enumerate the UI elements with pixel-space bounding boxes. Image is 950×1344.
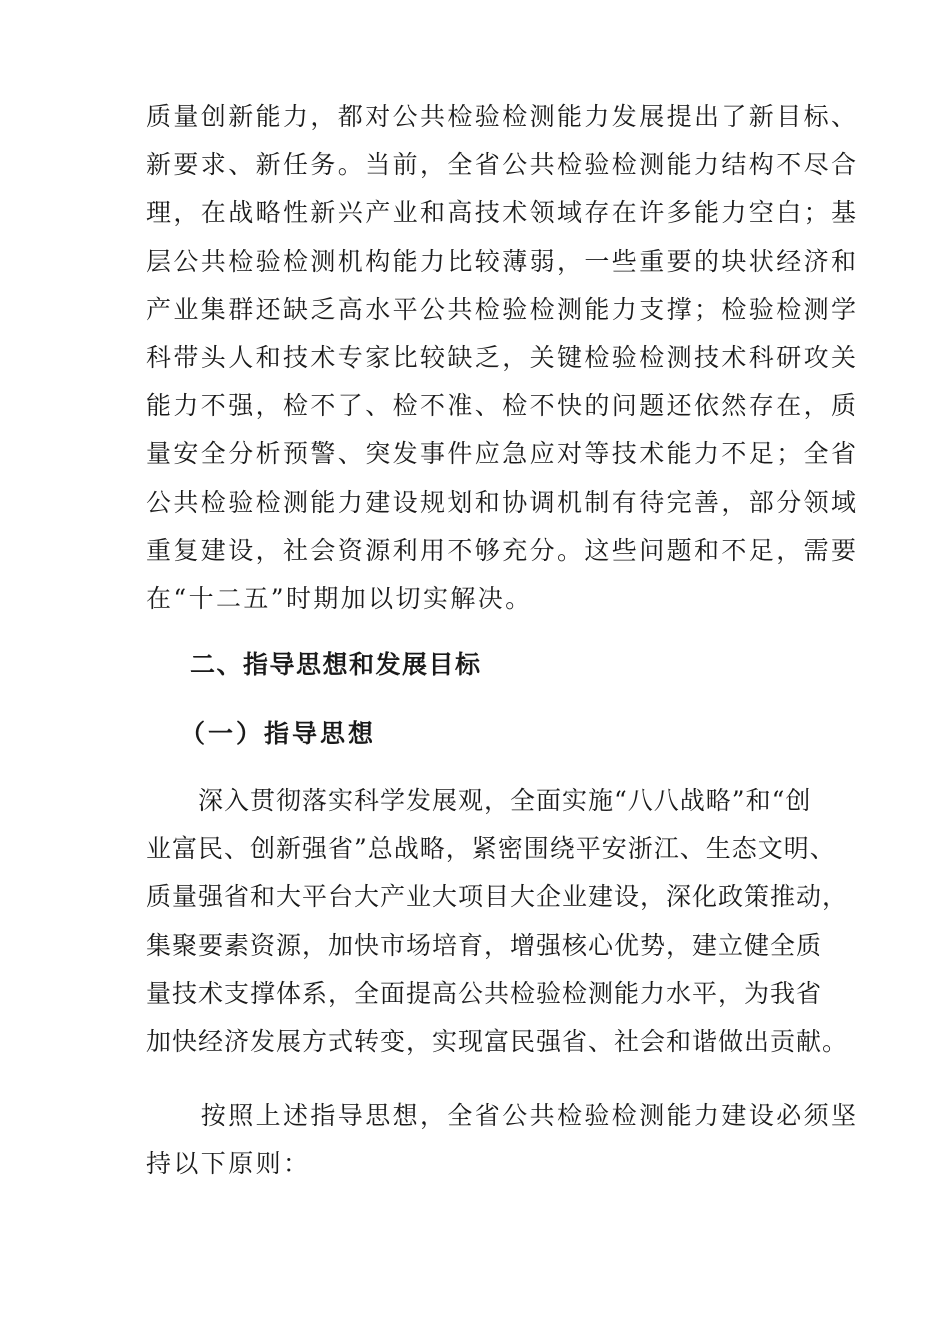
section-heading: 二、指导思想和发展目标 [190, 650, 482, 679]
text-line: 集聚要素资源，加快市场培育，增强核心优势，建立健全质 [146, 930, 823, 960]
text-line: 公共检验检测能力建设规划和协调机制有待完善，部分领域 [146, 487, 859, 517]
text-line: 量技术支撑体系，全面提高公共检验检测能力水平，为我省 [146, 978, 823, 1008]
subsection-heading: （一）指导思想 [180, 719, 377, 748]
text-line: 新要求、新任务。当前，全省公共检验检测能力结构不尽合 [146, 150, 859, 180]
text-line: 科带头人和技术专家比较缺乏，关键检验检测技术科研攻关 [146, 343, 859, 373]
text-line: 加快经济发展方式转变，实现富民强省、社会和谐做出贡献。 [146, 1027, 849, 1057]
body-paragraph-3 [146, 1092, 859, 1188]
body-paragraph-1 [146, 93, 859, 623]
text-line: 持以下原则： [146, 1149, 311, 1179]
text-line: 按照上述指导思想，全省公共检验检测能力建设必须坚 [146, 1101, 859, 1130]
text-line: 质量创新能力，都对公共检验检测能力发展提出了新目标、 [146, 102, 859, 131]
text-line: 深入贯彻落实科学发展观，全面实施“八八战略”和“创 [146, 786, 812, 815]
body-paragraph-2 [146, 777, 849, 1066]
text-line: 质量强省和大平台大产业大项目大企业建设，深化政策推动， [146, 882, 849, 912]
text-line: 在“十二五”时期加以切实解决。 [146, 584, 533, 614]
text-line: 量安全分析预警、突发事件应急应对等技术能力不足；全省 [146, 439, 859, 469]
text-line: 业富民、创新强省”总战略，紧密围绕平安浙江、生态文明、 [146, 834, 836, 864]
text-line: 重复建设，社会资源利用不够充分。这些问题和不足，需要 [146, 535, 859, 565]
text-line: 理，在战略性新兴产业和高技术领域存在许多能力空白；基 [146, 198, 859, 228]
text-line: 产业集群还缺乏高水平公共检验检测能力支撑；检验检测学 [146, 294, 859, 324]
text-line: 能力不强，检不了、检不准、检不快的问题还依然存在，质 [146, 391, 859, 421]
text-line: 层公共检验检测机构能力比较薄弱，一些重要的块状经济和 [146, 246, 859, 276]
